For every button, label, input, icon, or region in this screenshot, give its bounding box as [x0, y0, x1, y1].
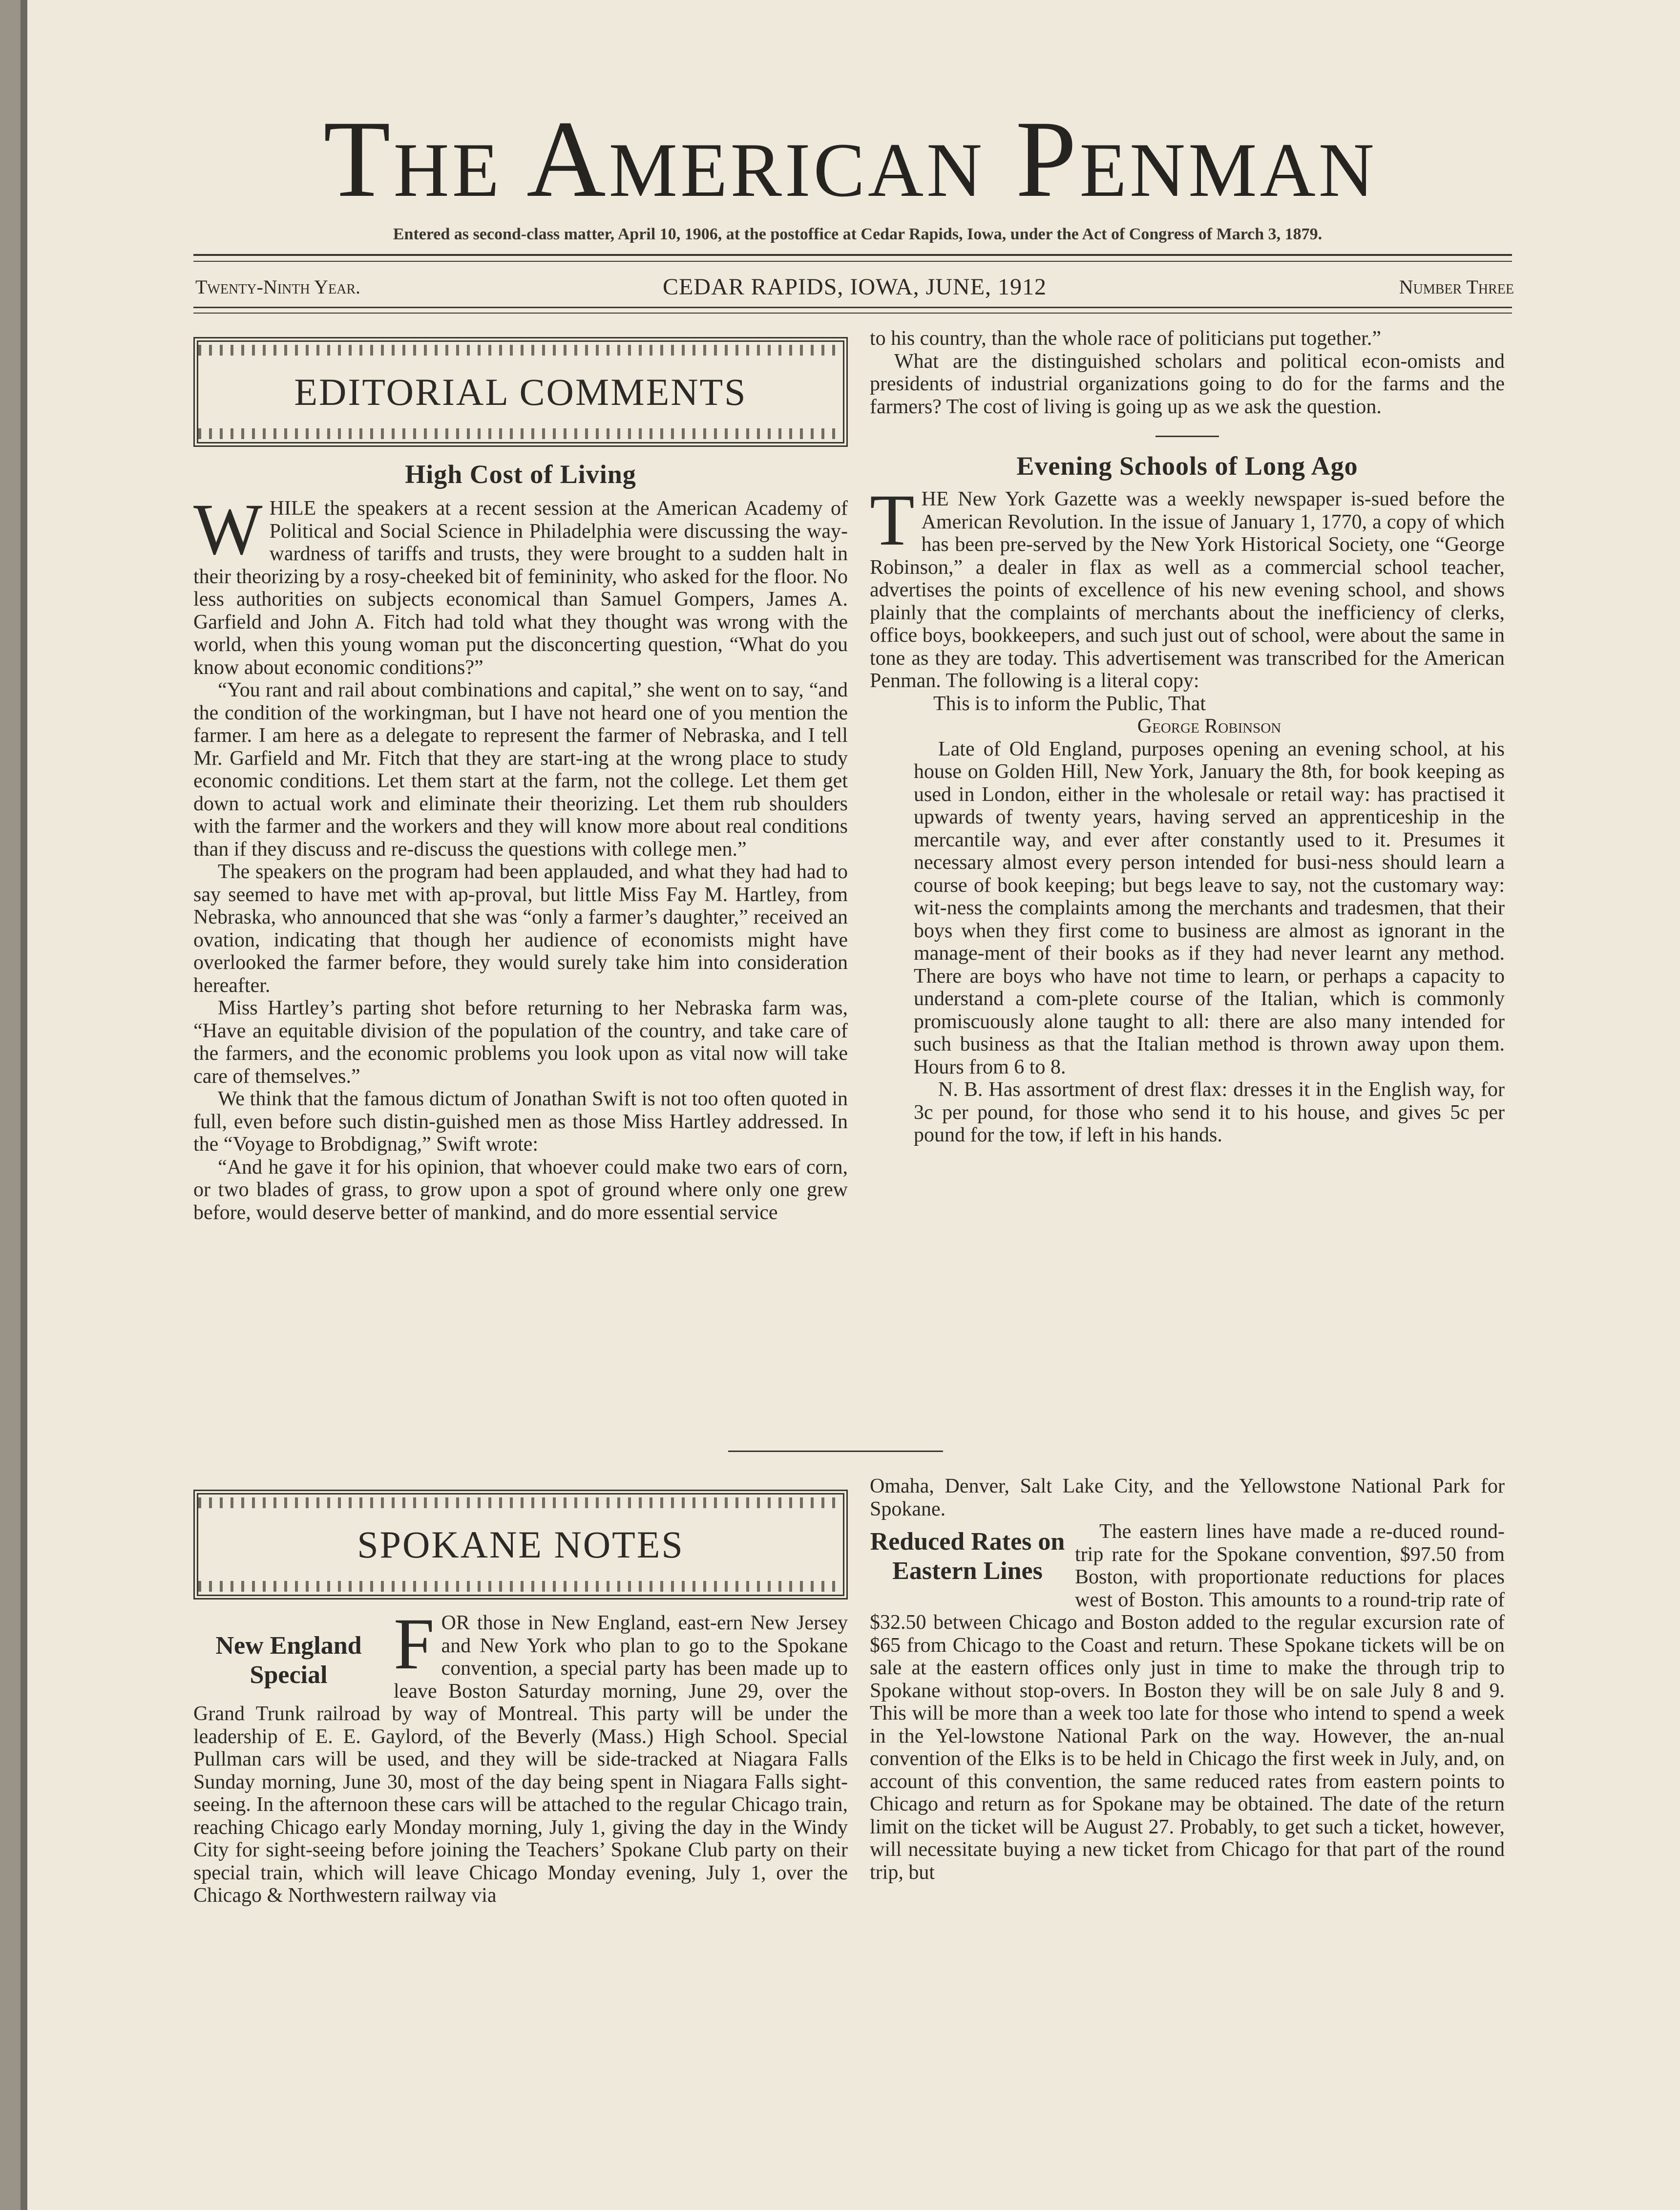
spokane-right-column — [870, 1475, 1505, 1884]
binding-gutter — [0, 0, 21, 2210]
editorial-left-column — [193, 459, 848, 1224]
volume-year: Twenty-Ninth Year. — [195, 276, 360, 298]
article-title-evening-schools: Evening Schools of Long Ago — [1016, 451, 1358, 481]
section-divider — [728, 1451, 943, 1452]
magazine-page — [27, 0, 1680, 2210]
masthead-rule-top-thin — [193, 261, 1512, 262]
article-title-high-cost: High Cost of Living — [405, 460, 636, 489]
drop-cap: W — [193, 489, 263, 570]
editorial-right-column — [870, 327, 1505, 1147]
masthead-rule-bottom-thin — [193, 313, 1512, 314]
ornament-chain-bottom — [198, 1581, 843, 1592]
masthead-rule-bottom — [193, 307, 1512, 308]
advertisement-quote — [870, 693, 1505, 1147]
article-paragraph: “And he gave it for his opinion, that whoever could make two ears of corn, or two blades of grass, to grow upon a spot of ground where only one grew before, would deserve better of mankind, and do more essential service — [193, 1156, 848, 1224]
ornament-chain-top — [198, 1497, 843, 1508]
article-paragraph: THE New York Gazette was a weekly newspaper is-sued before the American Revolution. In the issue of January 1, 1770, a copy of which has been pre-served by the New York Historical Society, one “George Robinson,” a dealer in flax as well as a commercial school teacher, advertises the points of excellence of his new evening school, and shows plainly that the complaints of merchants about the inefficiency of clerks, office boys, bookkeepers, and such just out of school, were about the same in tone as they are today. This advertisement was transcribed for the American Penman. The following is a literal copy: — [870, 480, 1505, 692]
quote-line: This is to inform the Public, That — [933, 692, 1206, 715]
spokane-header-box — [193, 1490, 848, 1600]
article-paragraph: What are the distinguished scholars and political econ-omists and presidents of industrial organizations going to do for the farms and the farmers? The cost of living is going up as we ask the question. — [870, 350, 1505, 418]
masthead-rule-top — [193, 254, 1512, 256]
editorial-section-title: EDITORIAL COMMENTS — [294, 370, 747, 413]
drop-cap: T — [870, 480, 915, 561]
place-date: CEDAR RAPIDS, IOWA, JUNE, 1912 — [662, 274, 1047, 300]
article-continuation: Omaha, Denver, Salt Lake City, and the Yellowstone National Park for Spokane. — [870, 1475, 1505, 1520]
article-paragraph: The eastern lines have made a re-duced round-trip rate for the Spokane convention, $97.50 from Boston, with proportionate reductions for places west of Boston. This amounts to a round-trip rate of $32.50 between Chicago and Boston added to the regular excursion rate of $65 from Chicago to the Coast and return. These Spokane tickets will be on sale at the eastern offices only just in time to make the through trip to Spokane without stop-overs. In Boston they will be on sale July 8 and 9. This will be more than a week too late for those who intend to spend a week in the Yel-lowstone National Park on the way. However, the an-nual convention of the Elks is to be held in Chicago the first week in July, and, on account of this convention, the same reduced rates from eastern points to Chicago and return as for Spokane may be obtained. The date of the return limit on the ticket will be August 27. Probably, to get such a ticket, however, will necessitate buying a new ticket from Chicago for that part of the round trip, but — [870, 1520, 1505, 1884]
article-paragraph: Miss Hartley’s parting shot before returning to her Nebraska farm was, “Have an equitable division of the population of the country, and take care of the farmers, and the economic problems you look upon as vital now will take care of themselves.” — [193, 997, 848, 1088]
article-paragraph: We think that the famous dictum of Jonathan Swift is not too often quoted in full, even before such distin-guished men as those Miss Hartley addressed. In the “Voyage to Brobdignag,” Swift wrote: — [193, 1088, 848, 1156]
article-paragraph: The speakers on the program had been applauded, and what they had had to say seemed to have met with ap-proval, but little Miss Fay M. Hartley, from Nebraska, who announced that she was “only a farmer’s daughter,” received an ovation, indicating that though her audience of economists might have overlooked the farmer before, they would surely take him into consideration hereafter. — [193, 861, 848, 997]
quote-paragraph: N. B. Has assortment of drest flax: dresses it in the English way, for 3c per pound, for those who send it to his house, and gives 5c per pound for the tow, if left in his hands. — [914, 1078, 1505, 1146]
article-continuation: to his country, than the whole race of politicians put together.” — [870, 327, 1381, 350]
article-separator — [1155, 436, 1219, 437]
side-head-reduced-rates: Reduced Rates on Eastern Lines — [870, 1528, 1065, 1585]
quote-name: George Robinson — [1137, 715, 1281, 737]
side-head-new-england: New England Special — [215, 1632, 362, 1689]
dateline — [195, 274, 1514, 301]
ornament-chain-top — [198, 345, 843, 356]
article-paragraph: “You rant and rail about combinations and capital,” she went on to say, “and the condition of the workingman, but I have not heard one of you mention the farmer. I am here as a delegate to represent the farmer of Nebraska, and I tell Mr. Garfield and Mr. Fitch that they are start-ing at the wrong place to study economic conditions. Let them start at the farm, not the college. Let them get down to actual work and eliminate their theorizing. Let them rub shoulders with the farmer and the workers and they will know more about real conditions than if they discuss and re-discuss the questions with college men.” — [193, 679, 848, 861]
quote-paragraph: Late of Old England, purposes opening an evening school, at his house on Golden Hill, New York, January the 8th, for book keeping as used in London, either in the wholesale or retail way: has practised it upwards of twenty years, having served an apprenticeship in the mercantile way, and ever after constantly used to it. Presumes it necessary almost every person intended for busi-ness should learn a course of book keeping; but begs leave to say, not the customary way: wit-ness the complaints among the merchants and tradesmen, that their boys when they first come to business are almost as ignorant in the manage-ment of their books as if they had never learnt any method. There are boys who have not time to learn, or perhaps a capacity to understand a com-plete course of the Italian, which is commonly promiscuously alone taught to all: there are also many intended for such business as that the Italian method is thrown away upon them. Hours from 6 to 8. — [914, 737, 1505, 1078]
issue-number: Number Three — [1399, 276, 1514, 298]
article-paragraph: FOR those in New England, east-ern New Jersey and New York who plan to go to the Spokane convention, a special party has been made up to leave Boston Saturday morning, June 29, over the Grand Trunk railroad by way of Montreal. This party will be under the leadership of E. E. Gaylord, of the Beverly (Mass.) High School. Special Pullman cars will be used, and they will be side-tracked at Niagara Falls Sunday morning, June 30, most of the day being spent in Niagara Falls sight-seeing. In the afternoon these cars will be attached to the regular Chicago train, reaching Chicago early Monday morning, July 1, giving the day in the Windy City for sight-seeing before joining the Teachers’ Spokane Club party on their special train, which will leave Chicago Monday evening, July 1, over the Chicago & Northwestern railway via — [193, 1603, 848, 1907]
spokane-section-title: SPOKANE NOTES — [357, 1523, 684, 1566]
editorial-header-box — [193, 337, 848, 447]
ornament-chain-bottom — [198, 428, 843, 439]
binding-shadow — [21, 0, 27, 2210]
spokane-left-column — [193, 1603, 848, 1907]
drop-cap: F — [394, 1603, 435, 1684]
masthead-title: The American Penman — [323, 98, 1377, 220]
article-paragraph: WHILE the speakers at a recent session at the American Academy of Political and Social Science in Philadelphia were discussing the way-wardness of tariffs and trusts, they were brought to a sudden halt in their theorizing by a rosy-cheeked bit of femininity, who asked for the floor. No less authorities on subjects economical than Samuel Gompers, James A. Garfield and John A. Fitch had told what they thought was wrong with the world, when this young woman put the disconcerting question, “What do you know about economic conditions?” — [193, 489, 848, 679]
entry-notice: Entered as second-class matter, April 10, 1906, at the postoffice at Cedar Rapids, Iowa, under the Act of Congress of March 3, 1879. — [393, 225, 1323, 243]
